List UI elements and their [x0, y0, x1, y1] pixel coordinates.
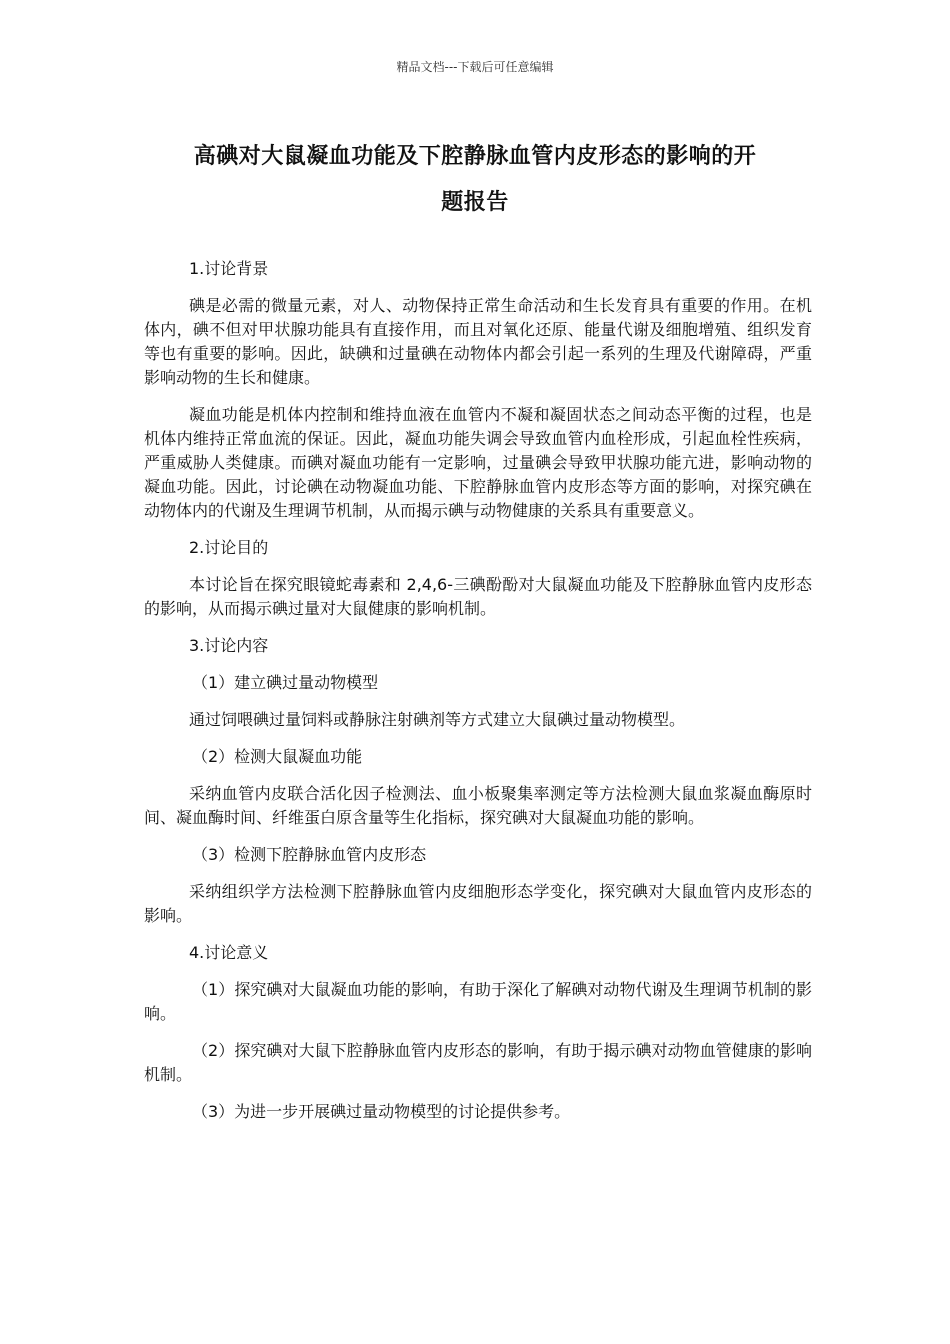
title-line-2: 题报告 [441, 190, 509, 215]
section-heading-content: 3.讨论内容 [189, 636, 269, 655]
content-item-1-title: （1）建立碘过量动物模型 [192, 673, 379, 692]
page-header-watermark: 精品文档---下载后可任意编辑 [396, 60, 554, 74]
section-heading-purpose: 2.讨论目的 [189, 538, 269, 557]
section-heading-background: 1.讨论背景 [189, 259, 269, 278]
section-heading-significance: 4.讨论意义 [189, 943, 269, 962]
purpose-paragraph: 本讨论旨在探究眼镜蛇毒素和 2,4,6-三碘酚酚对大鼠凝血功能及下腔静脉血管内皮形态的影响，从而揭示碘过量对大鼠健康的影响机制。 [144, 575, 812, 618]
content-item-3-text: 采纳组织学方法检测下腔静脉血管内皮细胞形态学变化，探究碘对大鼠血管内皮形态的影响。 [144, 882, 812, 925]
document-body [144, 257, 812, 1137]
content-item-2-text: 采纳血管内皮联合活化因子检测法、血小板聚集率测定等方法检测大鼠血浆凝血酶原时间、凝血酶时间、纤维蛋白原含量等生化指标，探究碘对大鼠凝血功能的影响。 [144, 784, 812, 827]
content-item-3-title: （3）检测下腔静脉血管内皮形态 [192, 845, 427, 864]
title-line-1: 高碘对大鼠凝血功能及下腔静脉血管内皮形态的影响的开 [193, 144, 757, 169]
significance-item-3: （3）为进一步开展碘过量动物模型的讨论提供参考。 [192, 1102, 571, 1121]
background-paragraph-1: 碘是必需的微量元素，对人、动物保持正常生命活动和生长发育具有重要的作用。在机体内，碘不但对甲状腺功能具有直接作用，而且对氧化还原、能量代谢及细胞增殖、组织发育等也有重要的影响。因此，缺碘和过量碘在动物体内都会引起一系列的生理及代谢障碍，严重影响动物的生长和健康。 [144, 296, 812, 387]
content-item-2-title: （2）检测大鼠凝血功能 [192, 747, 363, 766]
significance-item-1: （1）探究碘对大鼠凝血功能的影响，有助于深化了解碘对动物代谢及生理调节机制的影响。 [144, 980, 812, 1023]
background-paragraph-2: 凝血功能是机体内控制和维持血液在血管内不凝和凝固状态之间动态平衡的过程，也是机体内维持正常血流的保证。因此，凝血功能失调会导致血管内血栓形成，引起血栓性疾病，严重威胁人类健康。而碘对凝血功能有一定影响，过量碘会导致甲状腺功能亢进，影响动物的凝血功能。因此，讨论碘在动物凝血功能、下腔静脉血管内皮形态等方面的影响，对探究碘在动物体内的代谢及生理调节机制，从而揭示碘与动物健康的关系具有重要意义。 [144, 405, 812, 520]
significance-item-2: （2）探究碘对大鼠下腔静脉血管内皮形态的影响，有助于揭示碘对动物血管健康的影响机制。 [144, 1041, 812, 1084]
document-title [140, 134, 810, 226]
content-item-1-text: 通过饲喂碘过量饲料或静脉注射碘剂等方式建立大鼠碘过量动物模型。 [189, 710, 686, 729]
